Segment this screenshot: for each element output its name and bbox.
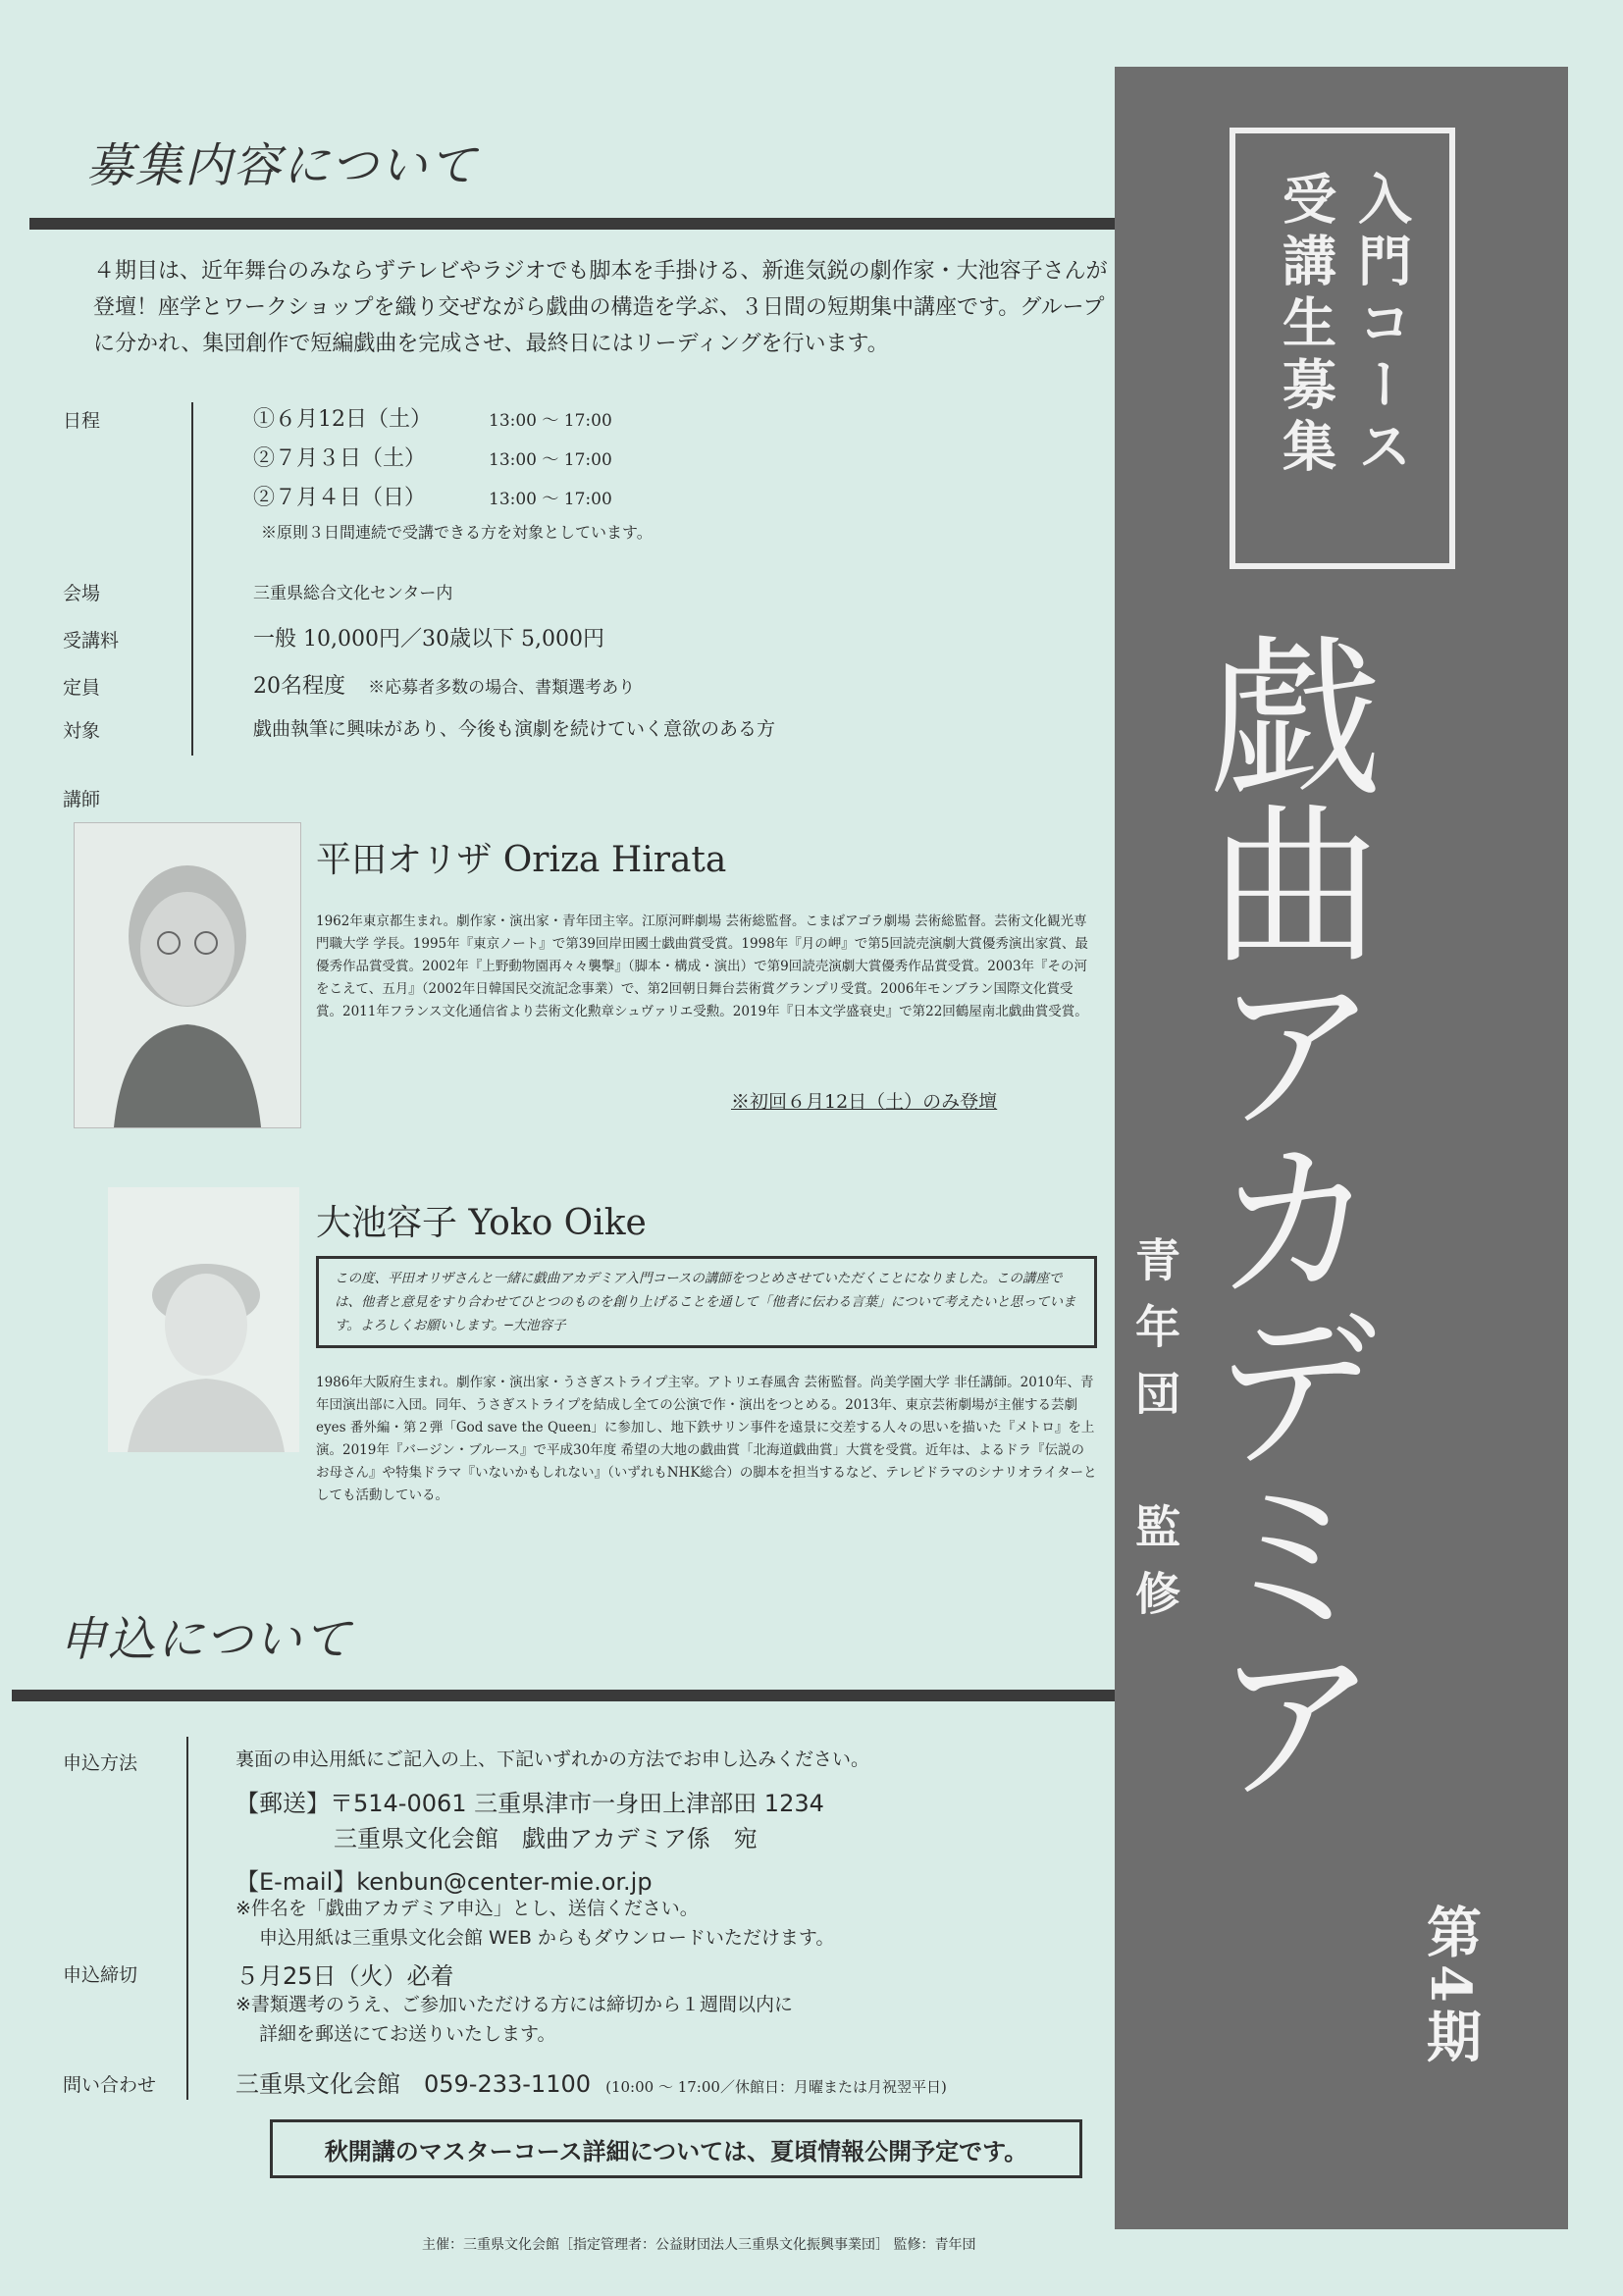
instructor1-bio: 1962年東京都生まれ。劇作家・演出家・青年団主宰。江原河畔劇場 芸術総監督。こまばアゴラ劇場 芸術総監督。芸術文化観光専門職大学 学長。1995年『東京ノート』で第39回岸田國士戯曲賞受賞。1998年『月の岬』で第5回読売演劇大賞優秀演出家賞、最優秀作品賞受賞。2002年『上野動物園再々々襲撃』（脚本・構成・演出）で第9回読売演劇大賞優秀作品賞受賞。2003年『その河をこえて、五月』（2002年日韓国民交流記念事業）で、第2回朝日舞台芸術賞グランプリ受賞。2006年モンブラン国際文化賞受賞。2011年フランス文化通信省より芸術文化勲章シュヴァリエ受勲。2019年『日本文学盛衰史』で第22回鶴屋南北戯曲賞受賞。 — [316, 913, 1088, 1019]
instructor2-photo — [108, 1187, 299, 1452]
capacity-value: 20名程度 — [253, 674, 345, 699]
schedule-note: ※原則３日間連続で受講できる方を対象としています。 — [261, 523, 653, 542]
deadline-value: ５月25日（火）必着 — [236, 1962, 454, 1990]
venue-label: 会場 — [63, 583, 101, 604]
footer-credits: 主催：三重県文化会館［指定管理者：公益財団法人三重県文化振興事業団］ 監修：青年団 — [422, 2237, 976, 2253]
issue-number: 第4期 — [1418, 1904, 1483, 2069]
instructor2-bio: 1986年大阪府生まれ。劇作家・演出家・うさぎストライプ主宰。アトリエ春風舎 芸術監督。尚美学園大学 非任講師。2010年、青年団演出部に入団。同年、うさぎストライプを結成し全ての公演で作・演出をつとめる。2013年、東京芸術劇場が主催する芸劇 eyes 番外編・第２弾「God save the Queen」に参加し、地下鉄サリン事件を遠景に交差する人々の思いを描いた『メトロ』を上演。2019年『バージン・ブルース』で平成30年度 希望の大地の戯曲賞「北海道戯曲賞」大賞を受賞。近年は、よるドラ『伝説のお母さん』や特集ドラマ『いないかもしれない』（いずれもNHK総合）の脚本を担当するなど、テレビドラマのシナリオライターとしても活動している。 — [316, 1375, 1097, 1503]
schedule-label: 日程 — [63, 410, 101, 432]
method-intro: 裏面の申込用紙にご記入の上、下記いずれかの方法でお申し込みください。 — [236, 1748, 870, 1770]
notice-box: 秋開講のマスターコース詳細については、夏頃情報公開予定です。 — [270, 2119, 1082, 2178]
schedule-item — [253, 442, 653, 481]
main-title: 戯曲アカデミア — [1181, 628, 1381, 1802]
fee-label: 受講料 — [63, 630, 120, 652]
capacity-row — [253, 669, 635, 700]
schedule-date: ②７月３日（土） — [253, 446, 427, 471]
recruit-lead: ４期目は、近年舞台のみならずテレビやラジオでも脚本を手掛ける、新進気鋭の劇作家・大池容子さんが登壇！座学とワークショップを織り交ぜながら戯曲の構造を学ぶ、３日間の短期集中講座です。グループに分かれ、集団創作で短編戯曲を完成させ、最終日にはリーディングを行います。 — [93, 259, 1108, 356]
mail-address: 【郵送】〒514-0061 三重県津市一身田上津部田 1234 — [236, 1790, 824, 1817]
info-divider — [191, 402, 193, 756]
portrait-icon — [75, 823, 300, 1127]
contact-hours: (10:00 ～ 17:00／休館日：月曜または月祝翌平日) — [605, 2078, 947, 2096]
recruit-badge — [1230, 128, 1455, 569]
instructor1-note: ※初回６月12日（土）のみ登壇 — [731, 1091, 998, 1113]
method-label: 申込方法 — [63, 1752, 138, 1774]
instructor1-photo — [74, 822, 301, 1128]
capacity-label: 定員 — [63, 677, 101, 699]
schedule-date: ②７月４日（日） — [253, 486, 427, 510]
method-block — [236, 1745, 1099, 1950]
schedule-item — [253, 481, 653, 520]
recruit-section-title: 募集内容について — [86, 138, 479, 193]
apply-section-rule — [12, 1690, 1115, 1701]
instructor-label: 講師 — [63, 789, 101, 810]
schedule-time: 13:00 ～ 17:00 — [489, 490, 612, 509]
schedule-list — [253, 402, 653, 543]
recruit-badge-course: 入門コース — [1349, 171, 1412, 480]
schedule-item — [253, 402, 653, 442]
contact-label: 問い合わせ — [63, 2074, 157, 2096]
portrait-icon — [108, 1187, 299, 1452]
venue-value: 三重県総合文化センター内 — [253, 584, 453, 603]
deadline-block — [236, 1957, 1099, 2046]
fee-value: 一般 10,000円／30歳以下 5,000円 — [253, 627, 604, 652]
capacity-note: ※応募者多数の場合、書類選考あり — [368, 678, 636, 698]
instructor2-message: この度、平田オリザさんと一緒に戯曲アカデミア入門コースの講師をつとめさせていただくことになりました。この講座では、他者と意見をすり合わせてひとつのものを創り上げることを通して「他者に伝わる言葉」について考えたいと思っています。よろしくお願いします。─大池容子 — [316, 1256, 1097, 1348]
email-note: ※件名を「戯曲アカデミア申込」とし、送信ください。 — [236, 1898, 699, 1919]
deadline-note-2: 詳細を郵送にてお送りいたします。 — [259, 2023, 556, 2045]
supervisor-credit: 青年団 監修 — [1128, 1236, 1181, 1637]
apply-section-title: 申込について — [59, 1612, 353, 1667]
target-value: 戯曲執筆に興味があり、今後も演劇を続けていく意欲のある方 — [253, 718, 776, 740]
schedule-time: 13:00 ～ 17:00 — [489, 450, 612, 470]
instructor2-name: 大池容子 Yoko Oike — [316, 1203, 647, 1243]
instructor1-name: 平田オリザ Oriza Hirata — [316, 840, 727, 880]
deadline-label: 申込締切 — [63, 1964, 138, 1986]
contact-row — [236, 2064, 947, 2099]
mail-recipient: 三重県文化会館 戯曲アカデミア係 宛 — [334, 1825, 758, 1852]
target-label: 対象 — [63, 720, 101, 742]
email-address[interactable]: 【E-mail】kenbun@center-mie.or.jp — [236, 1868, 653, 1896]
recruit-section-rule — [29, 218, 1115, 230]
apply-divider — [186, 1737, 188, 2100]
schedule-date: ①６月12日（土） — [253, 407, 432, 432]
recruit-badge-call: 受講生募集 — [1274, 171, 1336, 480]
contact-name: 三重県文化会館 059-233-1100 — [236, 2070, 592, 2098]
deadline-note: ※書類選考のうえ、ご参加いただける方には締切から１週間以内に — [236, 1994, 794, 2015]
schedule-time: 13:00 ～ 17:00 — [489, 411, 612, 431]
download-note: 申込用紙は三重県文化会館 WEB からもダウンロードいただけます。 — [259, 1927, 835, 1949]
